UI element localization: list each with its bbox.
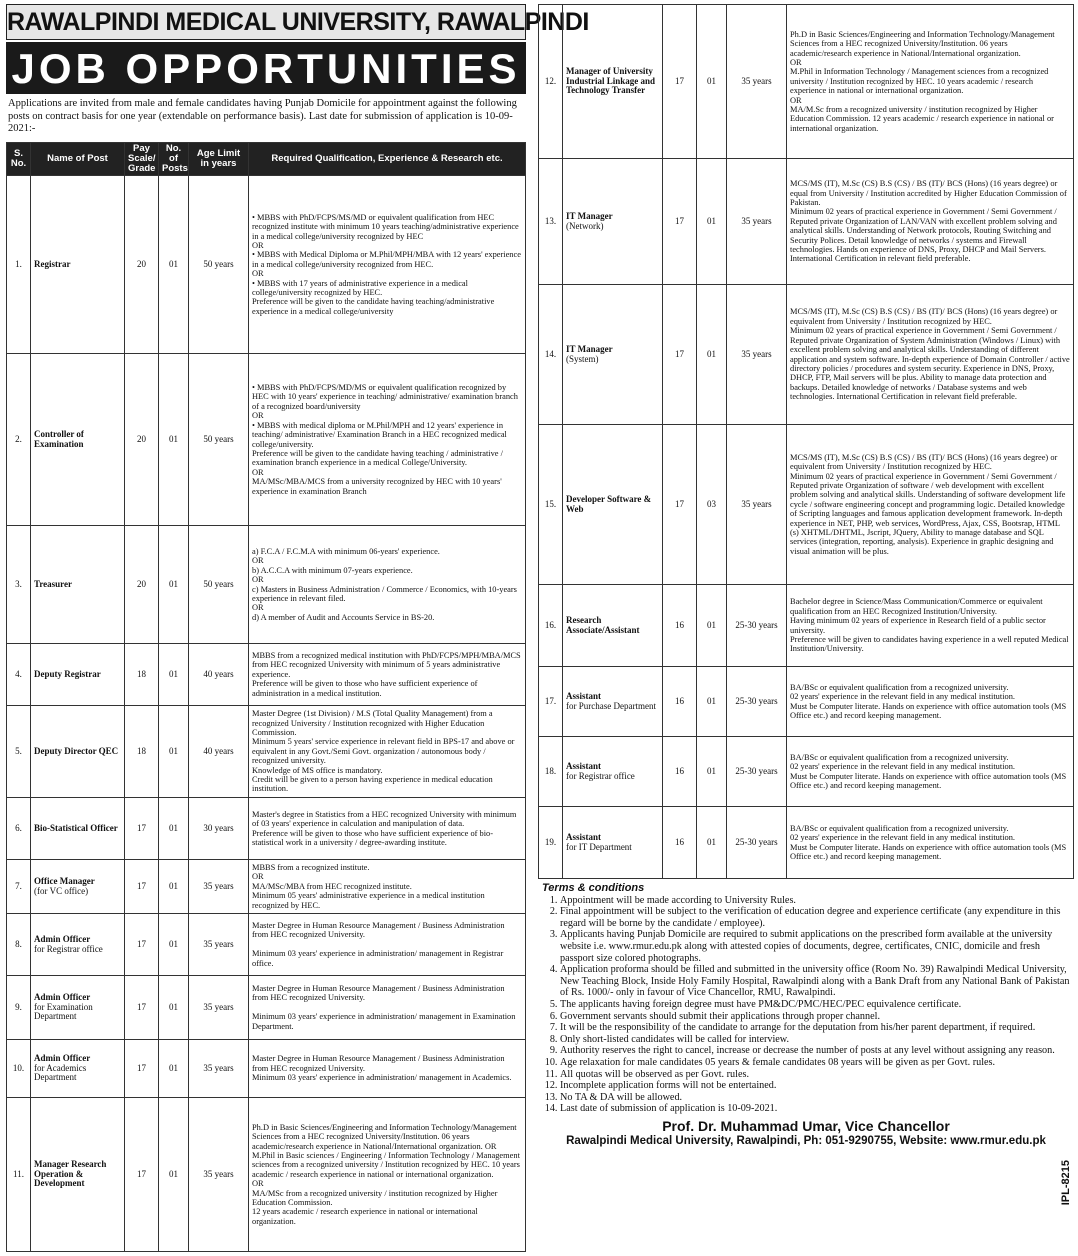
table-row xyxy=(539,5,1074,159)
table-row xyxy=(7,176,526,354)
qualification-text: BA/BSc or equivalent qualification from a recognized university. 02 years' experience in the relevant field in any medical institution. Must be Computer literate. Hands on experience with office automation tools (MS Office etc.) and record keeping management. xyxy=(790,752,1067,790)
post-subtitle: for Examination Department xyxy=(34,1001,93,1022)
age-limit: 25-30 years xyxy=(727,667,787,737)
serial-number: 16. xyxy=(539,585,563,667)
post-subtitle: for Registrar office xyxy=(566,770,635,781)
post-title: IT Manager xyxy=(566,343,613,354)
age-limit: 35 years xyxy=(727,285,787,425)
post-name xyxy=(563,807,663,879)
table-header-row xyxy=(7,143,526,176)
term-item: 1. Appointment will be made according to University Rules. xyxy=(560,895,1070,907)
post-name xyxy=(31,354,125,526)
qualification xyxy=(249,976,526,1040)
no-of-posts: 01 xyxy=(159,976,189,1040)
term-item: 12. Incomplete application forms will not be entertained. xyxy=(560,1080,1070,1092)
qualification-text: Master's degree in Statistics from a HEC recognized University with minimum of 03 years' experience in calculation and manipulation of data. Preference will be given to those who have sufficient experience of bio-statistical work in a university / degree-awarding institute. xyxy=(252,809,517,847)
term-item: 2. Final appointment will be subject to the verification of education degree and experience certificate (any expenditure in this regard will be borne by the candidate / employee). xyxy=(560,906,1070,929)
age-limit: 50 years xyxy=(189,526,249,644)
post-name xyxy=(31,976,125,1040)
qualification-text: MCS/MS (IT), M.Sc (CS) B.S (CS) / BS (IT)/ BCS (Hons) (16 years degree) or equal from University / Institution accredited by Higher Education Commission of Pakistan. Minimum 02 years of practical experience in Government / Semi Government / Reputed private Organization of LAN/VAN with excellent problem solving and analytical skills. Understanding of Network protocols, Routing Switching and Security Polices. Detail knowledge of networks / systems and Firewall technologies. Hands on experience of DNS, Proxy, DHCP and Mail Servers. International Certification in relevant field preferable. xyxy=(790,179,1067,264)
qualification-text: MBBS from a recognized medical institution with PhD/FCPS/MPH/MBA/MCS from HEC recognized University with minimum of 5 years administrative experience. Preference will be given to those who have sufficient experience of administration in a medical institution. xyxy=(252,650,521,698)
post-title: Admin Officer xyxy=(34,933,91,944)
post-name xyxy=(31,914,125,976)
header-posts: No. of Posts xyxy=(159,143,189,176)
post-title: Manager of University Industrial Linkage and Technology Transfer xyxy=(566,66,656,96)
no-of-posts: 01 xyxy=(697,5,727,159)
age-limit: 25-30 years xyxy=(727,737,787,807)
post-title: Registrar xyxy=(34,258,71,269)
table-row xyxy=(7,976,526,1040)
serial-number: 6. xyxy=(7,798,31,860)
right-column xyxy=(538,4,1074,1147)
age-limit: 35 years xyxy=(189,1040,249,1098)
terms-title: Terms & conditions xyxy=(542,882,645,894)
header-grade: Pay Scale/ Grade xyxy=(125,143,159,176)
table-row xyxy=(7,1098,526,1252)
term-item: 3. Applicants having Punjab Domicile are required to submit applications on the prescribed form available at the university website i.e. www.rmur.edu.pk along with attested copies of documents, degree, certificates, CNIC, domicile and fresh passport size colored photographs. xyxy=(560,929,1070,964)
qualification xyxy=(787,285,1074,425)
term-item: 5. The applicants having foreign degree must have PM&DC/PMC/HEC/PEC equivalence certificate. xyxy=(560,999,1070,1011)
post-title: Admin Officer xyxy=(34,1053,91,1064)
header-post: Name of Post xyxy=(31,143,125,176)
pay-grade: 17 xyxy=(125,976,159,1040)
term-item: 7. It will be the responsibility of the candidate to arrange for the deputation from his/her parent department, if required. xyxy=(560,1022,1070,1034)
post-name xyxy=(563,585,663,667)
table-row xyxy=(7,706,526,798)
posts-table-right xyxy=(538,4,1074,879)
post-name xyxy=(31,526,125,644)
qualification-text: MCS/MS (IT), M.Sc (CS) B.S (CS) / BS (IT)/ BCS (Hons) (16 years degree) or equivalent from University / Institution recognized by HEC. Minimum 02 years of practical experience in Government / Semi Government / Reputed private Organization of System Administration (Windows / Linux) with excellent problem solving and analytical skills. Understanding of different application and system software. In-depth experience of Domain Controller / active directory policies / procedures and system security. Experience in DNS, Proxy, DHCP, FTP, Mail servers will be plus. Ability to manage data protection and backups. Detailed knowledge of networks / Database systems and web technologies. International Certification in relevant field preferable. xyxy=(790,307,1070,402)
no-of-posts: 01 xyxy=(159,1098,189,1252)
header-age: Age Limit in years xyxy=(189,143,249,176)
header-qualification: Required Qualification, Experience & Research etc. xyxy=(249,143,526,176)
no-of-posts: 01 xyxy=(159,798,189,860)
table-row xyxy=(539,807,1074,879)
age-limit: 40 years xyxy=(189,644,249,706)
no-of-posts: 01 xyxy=(159,914,189,976)
intro-text: Applications are invited from male and female candidates having Punjab Domicile for appointment against the following posts on contract basis for one year (extendable on performance basis). Last date for submission of application is 10-09-2021:- xyxy=(8,98,517,134)
age-limit: 25-30 years xyxy=(727,807,787,879)
post-title: IT Manager xyxy=(566,210,613,221)
no-of-posts: 01 xyxy=(697,159,727,285)
pay-grade: 17 xyxy=(125,1098,159,1252)
pay-grade: 18 xyxy=(125,706,159,798)
post-name xyxy=(563,667,663,737)
no-of-posts: 01 xyxy=(697,285,727,425)
serial-number: 10. xyxy=(7,1040,31,1098)
serial-number: 8. xyxy=(7,914,31,976)
pay-grade: 20 xyxy=(125,176,159,354)
no-of-posts: 01 xyxy=(697,807,727,879)
qualification xyxy=(249,798,526,860)
qualification-text: Bachelor degree in Science/Mass Communication/Commerce or equivalent qualification from an HEC Recognized Institution/University. Having minimum 02 years of experience in Research field of a public sector university. Preference will be given to candidates having experience in a well reputed Medical Institution/University. xyxy=(790,597,1069,654)
qualification-text: Ph.D in Basic Sciences/Engineering and Information Technology/Management Sciences from a HEC recognized University/Institution. 06 years academic/research experience in National/International organization. OR M.Phil in Information Technology / Management sciences from a recognized university / Institution recognized by HEC. 10 years academic / research experience in national or international organization. OR MA/M.Sc from a recognized university / institution recognized by Higher Education Commission. 12 years academic / research experience in national or international organization. xyxy=(790,29,1055,133)
qualification-text: Master Degree (1st Division) / M.S (Total Quality Management) from a recognized University / Institution recognized with Higher Education Commission. Minimum 5 years' service experience in relevant field in BPS-17 and above or equivalent in any Govt./Semi Govt. organization / autonomous body / recognized university. Knowledge of MS office is mandatory. Credit will be given to a person having experience in medical education institution. xyxy=(252,709,515,794)
serial-number: 15. xyxy=(539,425,563,585)
serial-number: 7. xyxy=(7,860,31,914)
post-title: Assistant xyxy=(566,760,602,771)
term-item: 10. Age relaxation for male candidates 05 years & female candidates 08 years will be given as per Govt. rules. xyxy=(560,1057,1070,1069)
serial-number: 11. xyxy=(7,1098,31,1252)
post-subtitle: (Network) xyxy=(566,220,604,231)
qualification xyxy=(787,667,1074,737)
age-limit: 35 years xyxy=(189,976,249,1040)
table-row xyxy=(539,159,1074,285)
no-of-posts: 01 xyxy=(159,860,189,914)
posts-table-left xyxy=(6,142,526,1252)
no-of-posts: 03 xyxy=(697,425,727,585)
post-title: Admin Officer xyxy=(34,992,91,1003)
post-subtitle: (System) xyxy=(566,353,599,364)
post-subtitle: (for VC office) xyxy=(34,885,89,896)
term-item: 6. Government servants should submit their applications through proper channel. xyxy=(560,1011,1070,1023)
table-row xyxy=(7,860,526,914)
serial-number: 18. xyxy=(539,737,563,807)
qualification-text: MBBS from a recognized institute. OR MA/MSc/MBA from HEC recognized institute. Minimum 05 years' administrative experience in a medical institution recognized by HEC. xyxy=(252,862,485,910)
post-name xyxy=(31,176,125,354)
age-limit: 35 years xyxy=(189,1098,249,1252)
terms-section xyxy=(542,883,1070,1115)
age-limit: 50 years xyxy=(189,354,249,526)
qualification-text: Master Degree in Human Resource Management / Business Administration from HEC recognized University. Minimum 03 years' experience in administration/ management in Examination Department. xyxy=(252,983,516,1031)
pay-grade: 20 xyxy=(125,354,159,526)
pay-grade: 17 xyxy=(663,159,697,285)
qualification xyxy=(249,1040,526,1098)
table-row xyxy=(539,737,1074,807)
serial-number: 19. xyxy=(539,807,563,879)
table-row xyxy=(7,914,526,976)
serial-number: 12. xyxy=(539,5,563,159)
post-name xyxy=(31,1098,125,1252)
qualification xyxy=(787,159,1074,285)
post-name xyxy=(31,860,125,914)
qualification xyxy=(249,644,526,706)
serial-number: 4. xyxy=(7,644,31,706)
job-opportunities-banner: JOB OPPORTUNITIES xyxy=(6,42,526,94)
post-title: Developer Software & Web xyxy=(566,493,652,514)
pay-grade: 16 xyxy=(663,585,697,667)
post-name xyxy=(563,5,663,159)
pay-grade: 17 xyxy=(125,860,159,914)
post-title: Treasurer xyxy=(34,578,72,589)
qualification xyxy=(249,1098,526,1252)
serial-number: 3. xyxy=(7,526,31,644)
qualification xyxy=(249,914,526,976)
age-limit: 35 years xyxy=(727,159,787,285)
no-of-posts: 01 xyxy=(159,1040,189,1098)
signatory-name: Prof. Dr. Muhammad Umar, Vice Chancellor xyxy=(662,1117,950,1134)
table-row xyxy=(539,585,1074,667)
post-name xyxy=(563,737,663,807)
age-limit: 35 years xyxy=(189,914,249,976)
no-of-posts: 01 xyxy=(159,354,189,526)
post-title: Bio-Statistical Officer xyxy=(34,822,118,833)
post-name xyxy=(31,1040,125,1098)
qualification-text: • MBBS with PhD/FCPS/MD/MS or equivalent qualification recognized by HEC with 10 years' experience in teaching/ administrative/ examination branch of a recognized board/university OR • MBBS with medical diploma or M.Phil/MPH and 12 years' experience in teaching/ administrative/ Examination Branch in a HEC recognized medical college/university. Preference will be given to the candidate having teaching / administrative / examination branch experience in a medical College/University. OR MA/MSc/MBA/MCS from a university recognized by HEC with 10 years' experience in examination Branch xyxy=(252,383,518,496)
serial-number: 17. xyxy=(539,667,563,737)
post-name xyxy=(563,159,663,285)
age-limit: 40 years xyxy=(189,706,249,798)
qualification-text: Master Degree in Human Resource Management / Business Administration from HEC recognized University. Minimum 03 years' experience in administration/ management in Registrar office. xyxy=(252,920,505,968)
qualification-text: a) F.C.A / F.C.M.A with minimum 06-years' experience. OR b) A.C.C.A with minimum 07-years experience. OR c) Masters in Business Administration / Commerce / Economics, with 10-years experience in relevant filed. OR d) A member of Audit and Accounts Service in BS-20. xyxy=(252,546,517,622)
university-title: RAWALPINDI MEDICAL UNIVERSITY, RAWALPINDI xyxy=(6,4,526,40)
serial-number: 14. xyxy=(539,285,563,425)
qualification-text: MCS/MS (IT), M.Sc (CS) B.S (CS) / BS (IT)/ BCS (Hons) (16 years degree) or equivalent from University / Institution recognized by HEC. Minimum 02 years of practical experience in Government / Semi Government / Reputed private Organization of software / web development with excellent problem solving and analytical skills. Understanding of software development life cycle / software engineering concept and programming logic. Detailed knowledge of Scripting languages and famous application development framework. In-depth experience in NET, PHP, web services, WordPress, Ajax, CSS, Bootsrap, HTML (s) XHTML/DHTML, Jscript, JQuery, Ability to manage database and SQL services (integration, reporting, analysis). Experience in graphic designing and visual animation will be plus. xyxy=(790,452,1066,556)
qualification xyxy=(787,807,1074,879)
post-subtitle: for IT Department xyxy=(566,841,632,852)
table-row xyxy=(7,798,526,860)
no-of-posts: 01 xyxy=(159,706,189,798)
no-of-posts: 01 xyxy=(159,176,189,354)
table-row xyxy=(539,667,1074,737)
post-title: Deputy Director QEC xyxy=(34,745,119,756)
serial-number: 5. xyxy=(7,706,31,798)
post-title: Office Manager xyxy=(34,875,95,886)
post-name xyxy=(563,285,663,425)
table-row xyxy=(539,285,1074,425)
pay-grade: 17 xyxy=(125,798,159,860)
post-title: Controller of Examination xyxy=(34,428,84,449)
pay-grade: 16 xyxy=(663,807,697,879)
serial-number: 13. xyxy=(539,159,563,285)
post-title: Assistant xyxy=(566,690,602,701)
term-item: 13. No TA & DA will be allowed. xyxy=(560,1092,1070,1104)
table-row xyxy=(539,425,1074,585)
table-row xyxy=(7,1040,526,1098)
term-item: 8. Only short-listed candidates will be called for interview. xyxy=(560,1034,1070,1046)
age-limit: 25-30 years xyxy=(727,585,787,667)
post-subtitle: for Registrar office xyxy=(34,943,103,954)
ad-code: IPL-8215 xyxy=(1060,1160,1072,1206)
pay-grade: 17 xyxy=(125,914,159,976)
qualification xyxy=(249,860,526,914)
pay-grade: 18 xyxy=(125,644,159,706)
no-of-posts: 01 xyxy=(697,585,727,667)
qualification xyxy=(249,526,526,644)
qualification-text: BA/BSc or equivalent qualification from a recognized university. 02 years' experience in the relevant field in any medical institution. Must be Computer literate. Hands on experience with office automation tools (MS Office etc.) and record keeping management. xyxy=(790,823,1067,861)
terms-list xyxy=(542,895,1070,1115)
serial-number: 9. xyxy=(7,976,31,1040)
table-body-left xyxy=(7,176,526,1252)
age-limit: 30 years xyxy=(189,798,249,860)
post-title: Deputy Registrar xyxy=(34,668,101,679)
qualification xyxy=(787,5,1074,159)
table-row xyxy=(7,644,526,706)
age-limit: 35 years xyxy=(189,860,249,914)
post-name xyxy=(31,798,125,860)
signatory-address: Rawalpindi Medical University, Rawalpindi, Ph: 051-9290755, Website: www.rmur.edu.pk xyxy=(566,1134,1046,1147)
table-row xyxy=(7,354,526,526)
no-of-posts: 01 xyxy=(697,667,727,737)
no-of-posts: 01 xyxy=(697,737,727,807)
qualification xyxy=(787,737,1074,807)
post-title: Research Associate/Assistant xyxy=(566,614,640,635)
no-of-posts: 01 xyxy=(159,644,189,706)
serial-number: 1. xyxy=(7,176,31,354)
qualification xyxy=(249,706,526,798)
qualification xyxy=(249,354,526,526)
pay-grade: 17 xyxy=(663,425,697,585)
post-title: Assistant xyxy=(566,831,602,842)
post-subtitle: for Purchase Department xyxy=(566,700,656,711)
header-sno: S. No. xyxy=(7,143,31,176)
pay-grade: 16 xyxy=(663,667,697,737)
pay-grade: 17 xyxy=(125,1040,159,1098)
post-name xyxy=(563,425,663,585)
pay-grade: 20 xyxy=(125,526,159,644)
no-of-posts: 01 xyxy=(159,526,189,644)
age-limit: 35 years xyxy=(727,5,787,159)
pay-grade: 17 xyxy=(663,5,697,159)
post-title: Manager Research Operation & Development xyxy=(34,1159,107,1189)
pay-grade: 17 xyxy=(663,285,697,425)
term-item: 11. All quotas will be observed as per Govt. rules. xyxy=(560,1069,1070,1081)
term-item: 4. Application proforma should be filled and submitted in the university office (Room No. 39) Rawalpindi Medical University, New Teaching Block, Inside Holy Family Hospital, Rawalpindi along with a Bank Draft from any National Bank of Pakistan of Rs. 1000/- only in favour of Vice Chancellor, RMU, Rawalpindi. xyxy=(560,964,1070,999)
qualification-text: Ph.D in Basic Sciences/Engineering and Information Technology/Management Sciences from a HEC recognized University/Institution. 06 years academic/research experience in National/International organization. OR M.Phil in Basic sciences / Engineering / Information Technology / Management sciences from a recognized university / Institution recognized by HEC. 10 years academic / research experience in national or international organization. OR MA/MSc from a recognized university / institution recognized by Higher Education Commission. 12 years academic / research experience in national or international organization. xyxy=(252,1122,520,1226)
qualification xyxy=(787,425,1074,585)
qualification-text: BA/BSc or equivalent qualification from a recognized university. 02 years' experience in the relevant field in any medical institution. Must be Computer literate. Hands on experience with office automation tools (MS Office etc.) and record keeping management. xyxy=(790,682,1067,720)
table-row xyxy=(7,526,526,644)
table-body-right xyxy=(539,5,1074,879)
age-limit: 50 years xyxy=(189,176,249,354)
serial-number: 2. xyxy=(7,354,31,526)
post-name xyxy=(31,644,125,706)
post-name xyxy=(31,706,125,798)
term-item: 9. Authority reserves the right to cancel, increase or decrease the number of posts at any level without assigning any reason. xyxy=(560,1045,1070,1057)
age-limit: 35 years xyxy=(727,425,787,585)
qualification xyxy=(787,585,1074,667)
qualification xyxy=(249,176,526,354)
qualification-text: Master Degree in Human Resource Management / Business Administration from HEC recognized University. Minimum 03 years' experience in administration/ management in Academics. xyxy=(252,1054,512,1083)
qualification-text: • MBBS with PhD/FCPS/MS/MD or equivalent qualification from HEC recognized institute with minimum 10 years teaching/administrative experience in a medical college/university recognized by HEC OR • MBBS with Medical Diploma or M.Phil/MPH/MBA with 12 years' experience in a medical college/university recognized from HEC. OR • MBBS with 17 years of administrative experience in a medical college/university recognized by HEC. Preference will be given to the candidate having teaching/administrative experience in a medical college/university xyxy=(252,212,521,316)
pay-grade: 16 xyxy=(663,737,697,807)
post-subtitle: for Academics Department xyxy=(34,1062,87,1083)
term-item: 14. Last date of submission of application is 10-09-2021. xyxy=(560,1103,1070,1115)
